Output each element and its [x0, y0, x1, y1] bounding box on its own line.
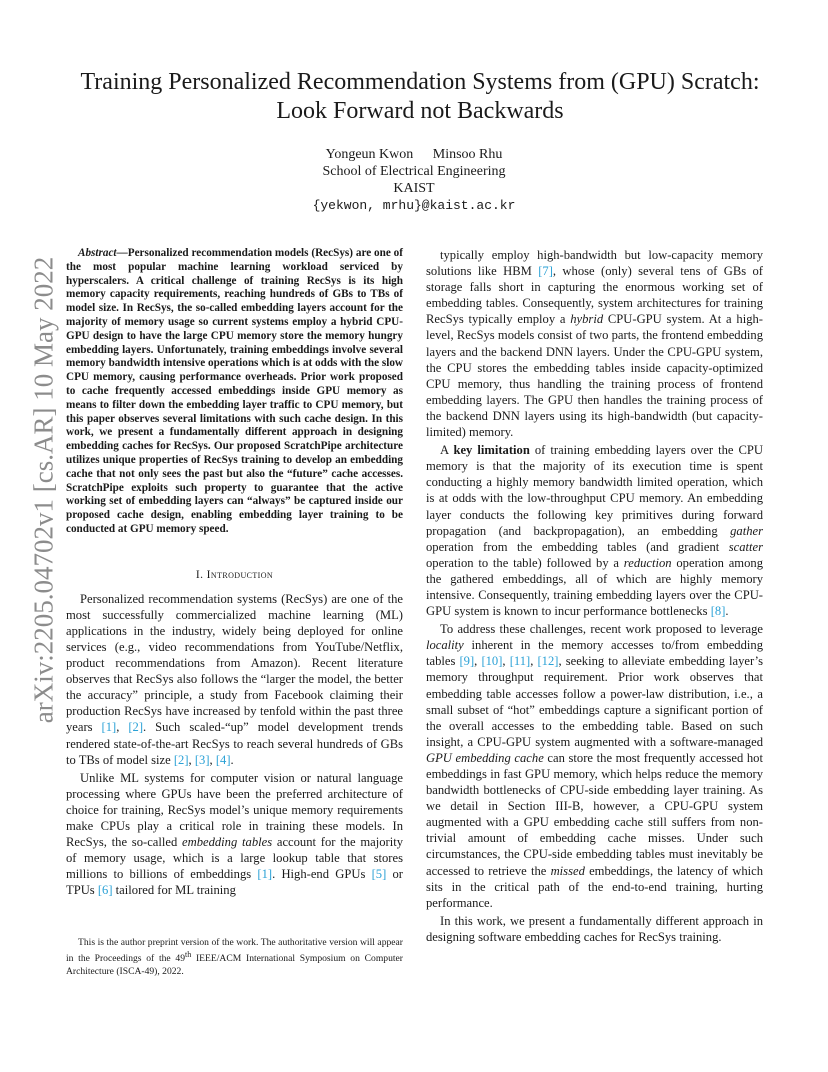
emphasis-text: locality — [426, 638, 464, 653]
citation-link[interactable]: [9] — [459, 654, 475, 669]
left-body — [66, 591, 403, 899]
title-line-1: Training Personalized Recommendation Systems from (GPU) Scratch: — [80, 69, 760, 95]
footnote — [66, 937, 403, 978]
citation-link[interactable]: [11] — [509, 654, 531, 669]
text-run: typically employ high-bandwidth but low-capacity memory solutions like HBM — [426, 248, 763, 279]
text-run: account for the majority of memory usage, which is a large lookup table that stores millions to billions of embeddings — [66, 835, 403, 882]
text-run: operation among the gathered embeddings, all of which are highly memory intensive. Consequently, training embedding layers over the CPU-GPU system is known to incur performance bottlenecks — [426, 555, 763, 619]
text-run: , whose (only) several tens of GBs of storage falls short in capturing the enormous working set of embedding tables. Consequently, system architectures for training RecSys typically employ a — [426, 264, 764, 327]
emphasis-text: missed — [550, 863, 585, 878]
right-body — [426, 247, 763, 945]
emphasis-text: hybrid — [570, 312, 604, 327]
text-run: inherent in the memory accesses to/from embedding tables — [426, 638, 763, 669]
footnote-superscript: th — [185, 950, 192, 960]
citation-link[interactable]: [5] — [371, 867, 387, 882]
text-run: , seeking to alleviate embedding layer’s memory throughput requirement. Prior work observes that embedding table accesses follow a power-law distribution, i.e., a small subset of “hot” embeddings capture a significant portion of the overall accesses to the embedding table. Based on such insight, a CPU-GPU system augmented with a software-managed — [426, 654, 764, 749]
paragraph — [426, 247, 763, 440]
citation-link[interactable]: [1] — [101, 720, 117, 735]
paragraph — [426, 913, 763, 945]
text-run: . High-end GPUs — [272, 867, 372, 882]
author-name-1: Yongeun Kwon — [325, 147, 414, 162]
arxiv-identifier-stamp — [22, 256, 66, 724]
text-run: , — [116, 720, 129, 735]
text-run: . — [230, 752, 234, 767]
paragraph — [66, 591, 403, 768]
emphasis-text: reduction — [623, 555, 672, 570]
citation-link[interactable]: [1] — [257, 867, 273, 882]
text-run: In this work, we present a fundamentally different approach in designing software embedding caches for RecSys training. — [426, 913, 763, 944]
author-email: {yekwon, mrhu}@kaist.ac.kr — [312, 198, 516, 213]
emphasis-text: GPU embedding cache — [426, 750, 544, 765]
paragraph — [426, 442, 763, 619]
text-run: CPU-GPU system. At a high-level, RecSys models consist of two parts, the frontend embedding layers and the backend DNN layers. Under the CPU-GPU system, the CPU stores the embedding tables inside capacity-optimized CPU memory, thus handling the training process of frontend embedding layers. The GPU then handles the training process of the backend DNN layers using its high-bandwidth (but capacity-limited) memory. — [426, 312, 763, 440]
text-run: . — [725, 604, 729, 619]
author-name-2: Minsoo Rhu — [432, 147, 503, 162]
text-run: operation to the table) followed by a — [426, 555, 624, 570]
text-run: , — [502, 654, 510, 669]
text-run: . Such scaled-“up” model development trends rendered state-of-the-art RecSys to reach several hundreds of GBs to TBs of model size — [66, 720, 403, 767]
footnote-text-after: IEEE/ACM International Symposium on Computer Architecture (ISCA-49), 2022. — [66, 953, 403, 977]
arxiv-identifier-text: arXiv:2205.04702v1 [cs.AR] 10 May 2022 — [28, 256, 59, 724]
citation-link[interactable]: [8] — [710, 604, 726, 619]
citation-link[interactable]: [6] — [97, 883, 113, 898]
left-column — [66, 247, 403, 901]
citation-link[interactable]: [2] — [128, 720, 144, 735]
paragraph — [66, 770, 403, 899]
title-line-2: Look Forward not Backwards — [276, 98, 564, 124]
text-run: operation from the embedding tables (and gradient — [426, 539, 729, 554]
text-run: , — [188, 752, 195, 767]
author-names — [0, 146, 828, 163]
abstract-text: —Personalized recommendation models (RecSys) are one of the most popular machine learning workload serviced by hyperscalers. A critical challenge of training RecSys is its high memory capacity requirements, reaching hundreds of GBs to TBs of model size. In RecSys, the so-called embedding layers account for the majority of memory usage so current systems employ a hybrid CPU-GPU design to have the large CPU memory store the memory hungry embedding layers. Unfortunately, training embeddings involve several memory bandwidth intensive operations which is at odds with the slow CPU memory, causing performance overheads. Prior work proposed to cache frequently accessed embeddings inside GPU memory as means to filter down the embedding layer traffic to CPU memory, but this paper observes several limitations with such cache design. In this work, we present a fundamentally different approach in designing embedding caches for RecSys. Our proposed ScratchPipe architecture utilizes unique properties of RecSys training to develop an embedding cache that not only sees the past but also the “future” cache accesses. ScratchPipe exploits such property to guarantee that the active working set of embedding layers can “always” be captured inside our proposed cache design, enabling embedding layer training to be conducted at GPU memory speed. — [66, 247, 403, 535]
bold-text: key limitation — [453, 443, 530, 458]
text-run: of training embedding layers over the CPU memory is that the majority of its execution time is spent conducting a highly memory bandwidth limited operation, which is at odds with the low-throughput CPU memory. An embedding layer conducts the following key primitives during forward propagation (and backpropagation), an embedding — [426, 443, 763, 538]
author-institution: KAIST — [393, 181, 435, 196]
paper-title — [70, 68, 770, 126]
text-run: can store the most frequently accessed hot embeddings in fast GPU memory, which helps reduce the memory bandwidth bottlenecks of CPU-side embedding layer training. As we detail in Section III-B, however, a CPU-GPU system augmented with a GPU embedding cache still suffers from non-trivial amount of embedding cache misses. Under such circumstances, the CPU-side embedding tables must inevitably be accessed to retrieve the — [426, 750, 763, 878]
abstract — [66, 247, 403, 537]
text-run: , — [474, 654, 482, 669]
text-run: or TPUs — [66, 867, 404, 898]
text-run: Unlike ML systems for computer vision or natural language processing where GPUs have been the preferred architecture of choice for training, RecSys model’s unique memory requirements make CPUs play a critical role in training these models. In RecSys, the so-called — [66, 770, 403, 850]
paragraph — [426, 621, 763, 911]
text-run: A — [440, 443, 454, 458]
citation-link[interactable]: [10] — [481, 654, 503, 669]
text-run: tailored for ML training — [112, 883, 236, 898]
text-run: embeddings, the latency of which sits in the critical path of the end-to-end training, hurting performance. — [426, 863, 764, 910]
abstract-label: Abstract — [78, 247, 117, 259]
text-run: , — [209, 752, 216, 767]
footnote-text-before: This is the author preprint version of the work. The authoritative version will appear in the Proceedings of the 49 — [66, 937, 403, 965]
citation-link[interactable]: [7] — [538, 264, 553, 279]
right-column — [426, 247, 763, 947]
author-block — [0, 146, 828, 214]
text-run: , — [530, 654, 538, 669]
citation-link[interactable]: [3] — [194, 752, 210, 767]
text-run: Personalized recommendation systems (RecSys) are one of the most successfully commercialized machine learning (ML) applications in the industry, widely being deployed for online services (e.g., video recommendations from YouTube/Netflix, product recommendations from Amazon). Recent literature observes that RecSys also follows the “larger the model, the better the accuracy” principle, a study from Facebook claiming their production RecSys have increased by tenfold within the past three years — [66, 591, 403, 735]
section-heading-introduction: I. Introduction — [195, 568, 274, 581]
emphasis-text: scatter — [728, 539, 763, 554]
text-run: To address these challenges, recent work proposed to leverage — [440, 622, 763, 637]
author-affiliation: School of Electrical Engineering — [322, 164, 506, 179]
emphasis-text: embedding tables — [182, 835, 273, 850]
citation-link[interactable]: [12] — [537, 654, 559, 669]
citation-link[interactable]: [4] — [215, 752, 231, 767]
emphasis-text: gather — [730, 523, 763, 538]
citation-link[interactable]: [2] — [173, 752, 189, 767]
